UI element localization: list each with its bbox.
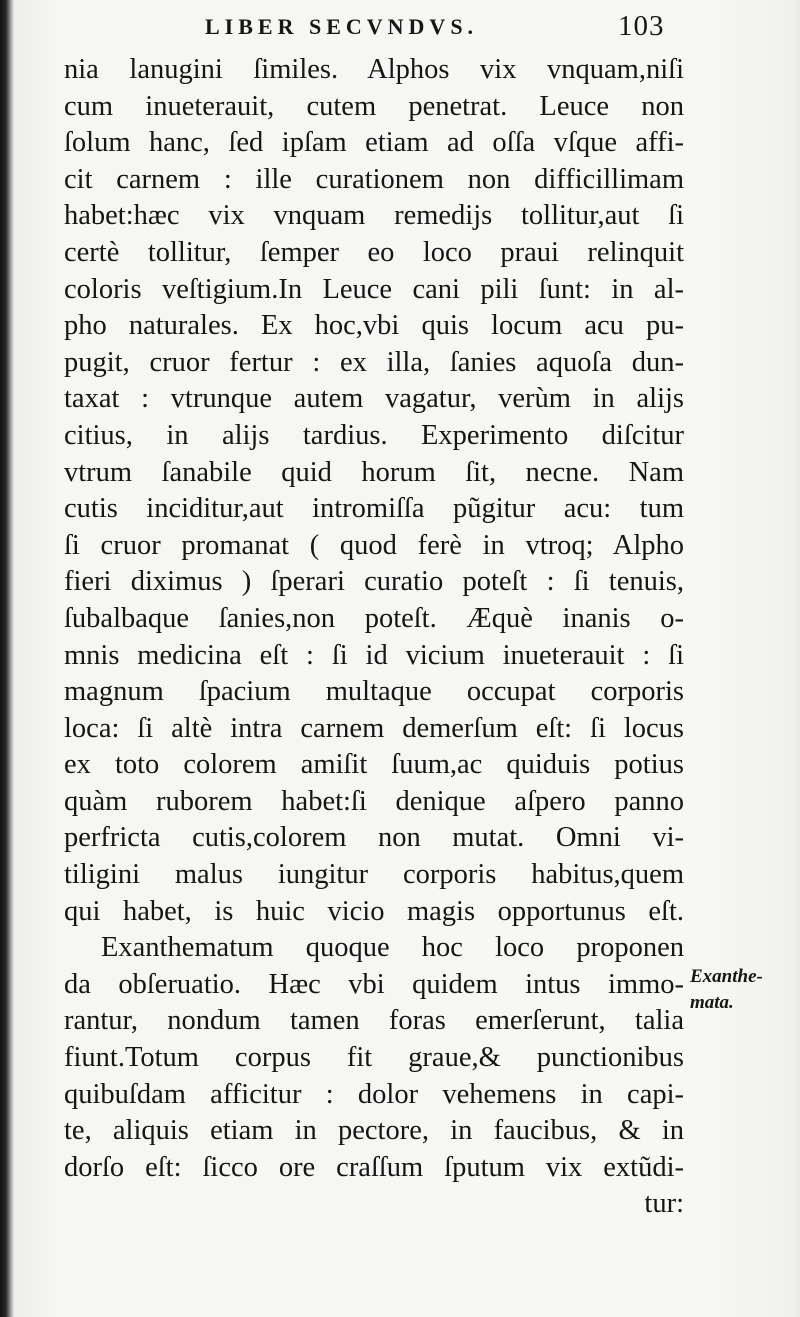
text-line: dorſo eſt: ſicco ore craſſum ſputum vix extũdi-: [64, 1151, 684, 1183]
text-line: quàm ruborem habet:ſi denique aſpero panno: [64, 785, 684, 817]
text-line: fieri diximus ) ſperari curatio poteſt : ſi tenuis,: [64, 566, 684, 598]
text-line: mnis medicina eſt : ſi id vicium inueterauit : ſi: [64, 639, 684, 671]
text-line: ſolum hanc, ſed ipſam etiam ad oſſa vſque affi-: [64, 127, 684, 159]
text-line: perfricta cutis,colorem non mutat. Omni vi-: [64, 822, 684, 854]
text-line: citius, in alijs tardius. Experimento diſcitur: [64, 419, 684, 451]
paragraph-start-line: Exanthematum quoque hoc loco proponen: [101, 932, 684, 964]
text-line: tiligini malus iungitur corporis habitus,quem: [64, 859, 684, 891]
text-line: magnum ſpacium multaque occupat corporis: [64, 676, 684, 708]
text-line: nia lanugini ſimiles. Alphos vix vnquam,niſi: [64, 54, 684, 85]
text-line: da obſeruatio. Hæc vbi quidem intus immo-: [64, 968, 684, 1000]
text-line: quibuſdam afficitur : dolor vehemens in capi-: [64, 1078, 684, 1110]
text-line: ſubalbaque ſanies,non poteſt. Æquè inanis o-: [64, 602, 684, 634]
text-line: taxat : vtrunque autem vagatur, verùm in alijs: [64, 383, 684, 415]
text-line: coloris veſtigium.In Leuce cani pili ſunt: in al-: [64, 273, 684, 305]
marginal-note-line: mata.: [690, 992, 734, 1013]
text-line: cum inueterauit, cutem penetrat. Leuce non: [64, 90, 684, 122]
text-line: pho naturales. Ex hoc,vbi quis locum acu pu-: [64, 310, 684, 342]
running-head: LIBER SECVNDVS.: [205, 14, 479, 39]
body-text: [64, 52, 684, 1223]
text-line: cutis inciditur,aut intromiſſa pũgitur acu: tum: [64, 493, 684, 525]
text-line: certè tollitur, ſemper eo loco praui relinquit: [64, 236, 684, 268]
text-line: te, aliquis etiam in pectore, in faucibus, & in: [64, 1115, 684, 1147]
catchword-line: tur:: [644, 1188, 684, 1220]
text-line: ex toto colorem amiſit ſuum,ac quiduis potius: [64, 749, 684, 781]
text-line: fiunt.Totum corpus fit graue,& punctionibus: [64, 1042, 684, 1074]
text-line: vtrum ſanabile quid horum ſit, necne. Nam: [64, 456, 684, 488]
text-line: loca: ſi altè intra carnem demerſum eſt: ſi locus: [64, 712, 684, 744]
text-line: habet:hæc vix vnquam remedijs tollitur,aut ſi: [64, 200, 684, 232]
text-line: ſi cruor promanat ( quod ferè in vtroq; Alpho: [64, 529, 684, 561]
text-line: rantur, nondum tamen foras emerſerunt, talia: [64, 1005, 684, 1037]
text-line: pugit, cruor fertur : ex illa, ſanies aquoſa dun-: [64, 346, 684, 378]
marginal-note: [690, 964, 763, 1016]
marginal-note-line: Exanthe-: [690, 966, 763, 987]
page-number: 103: [618, 10, 665, 42]
text-line: cit carnem : ille curationem non difficillimam: [64, 163, 684, 195]
text-line: qui habet, is huic vicio magis opportunus eſt.: [64, 895, 684, 927]
